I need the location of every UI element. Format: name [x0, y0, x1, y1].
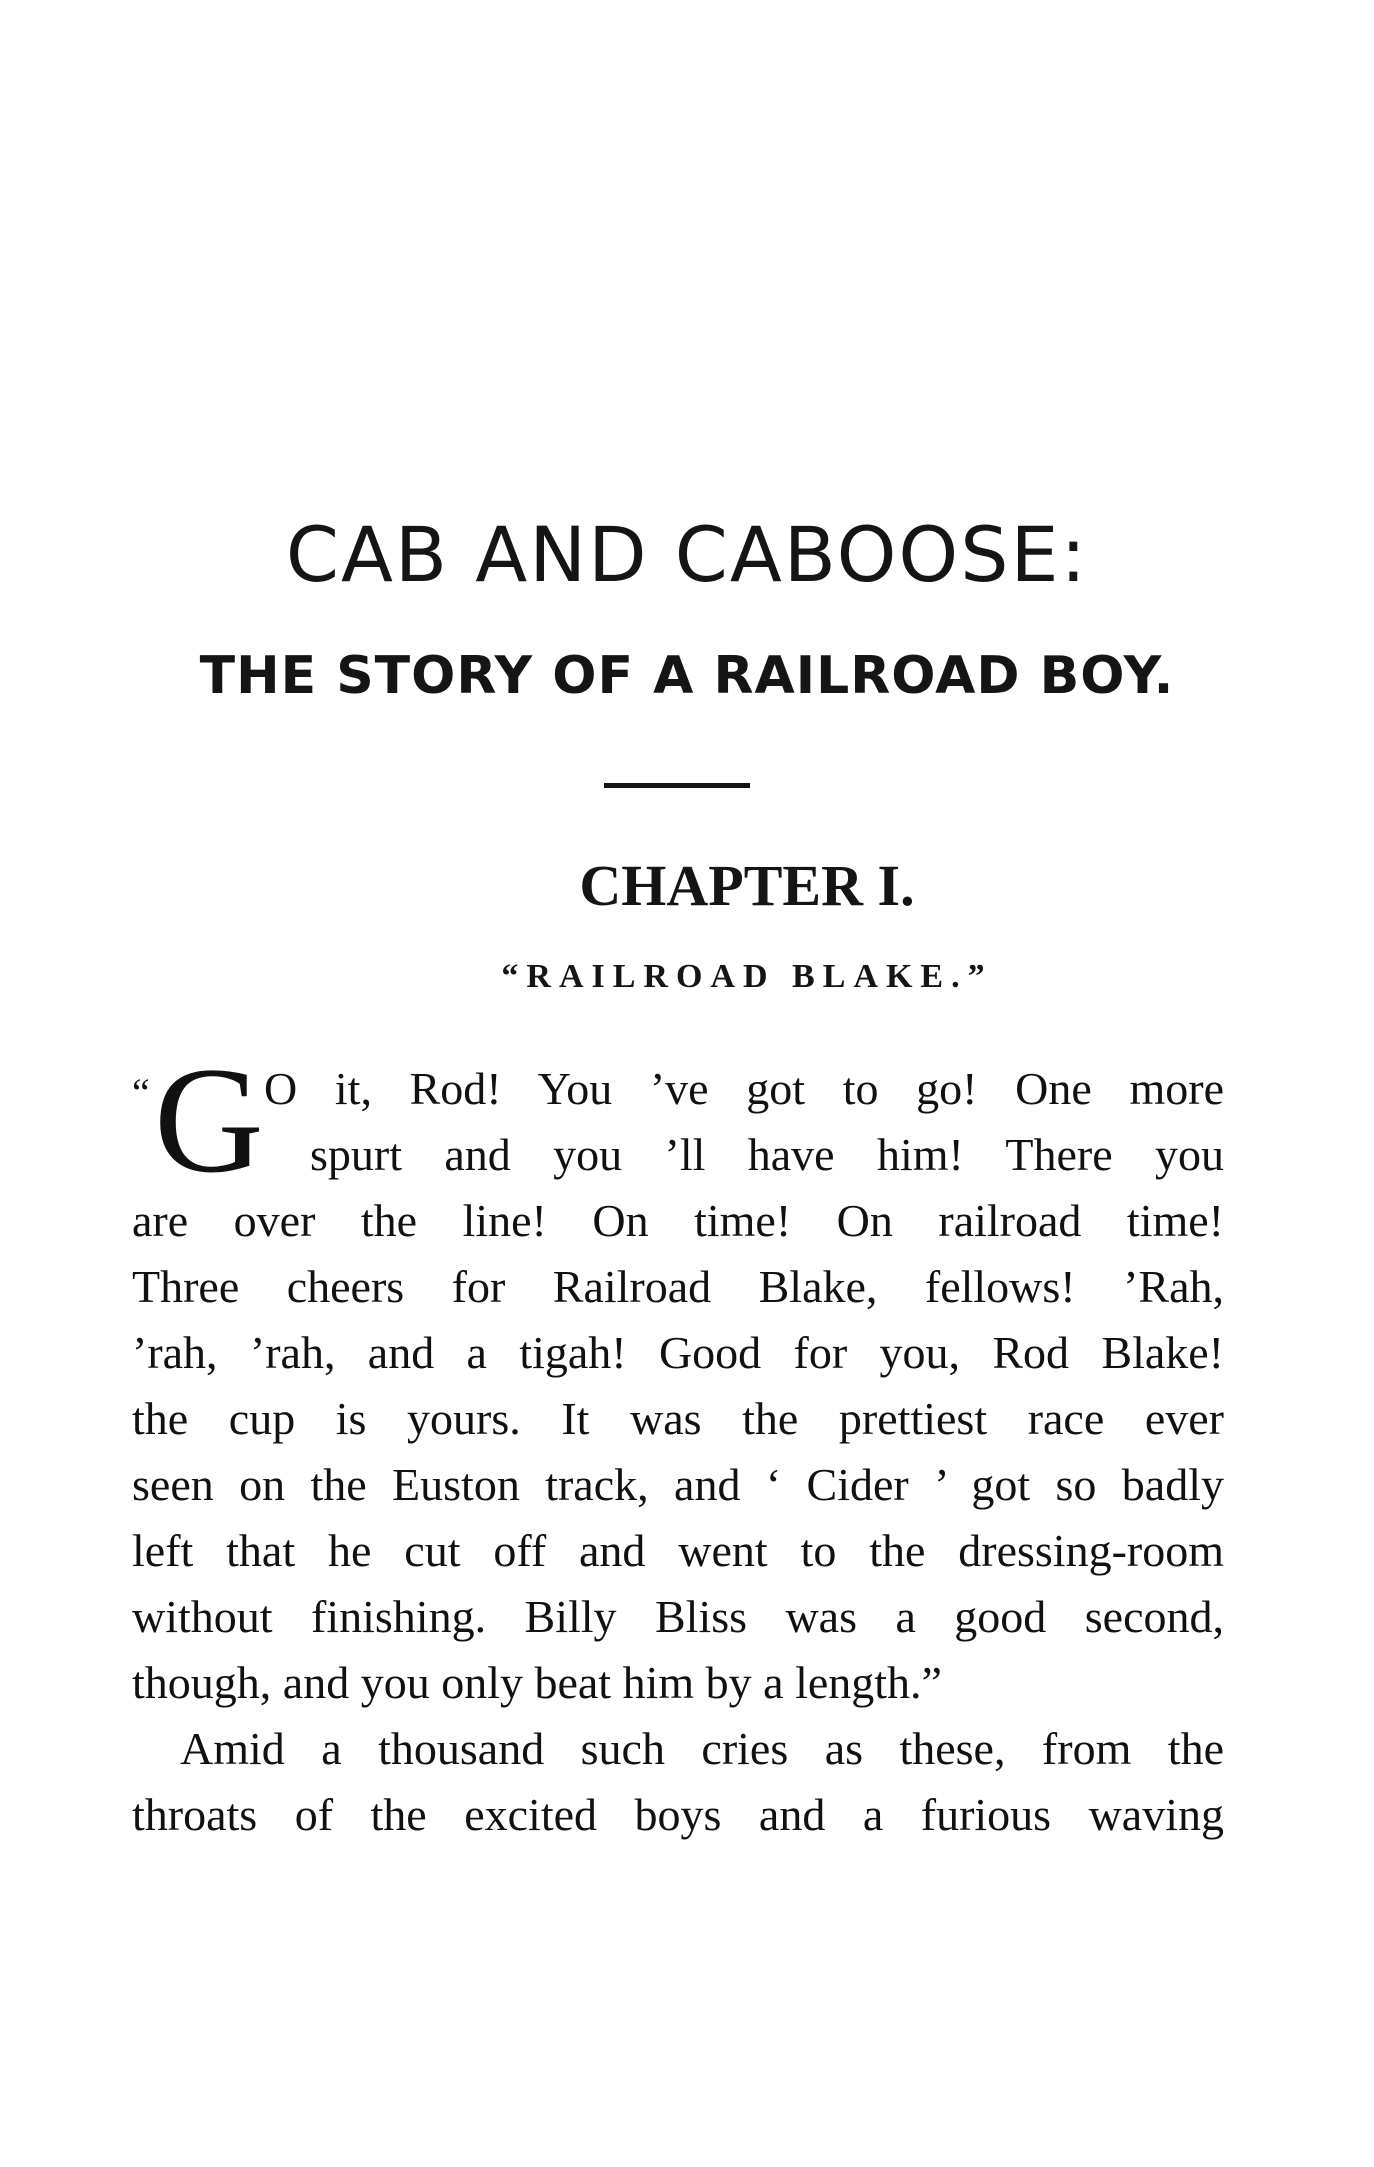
chapter-title: “RAILROAD BLAKE.” — [501, 958, 993, 995]
text-line: O it, Rod! You ’ve got to go! One more — [264, 1063, 1224, 1114]
text-line: Three cheers for Railroad Blake, fellows! ’Rah, — [132, 1261, 1224, 1312]
book-title: CAB AND CABOOSE: — [285, 510, 1089, 599]
chapter-body — [132, 1036, 1224, 1848]
title-divider — [604, 783, 750, 788]
text-line: seen on the Euston track, and ‘ Cider ’ got so badly — [132, 1459, 1224, 1510]
opening-quote: “ — [132, 1070, 150, 1115]
text-line: Amid a thousand such cries as these, from the — [180, 1723, 1224, 1774]
chapter-heading: CHAPTER I. — [579, 853, 915, 918]
text-line: spurt and you ’ll have him! There you — [310, 1129, 1224, 1180]
text-line: left that he cut off and went to the dressing-room — [132, 1525, 1224, 1576]
text-line: though, and you only beat him by a length.” — [132, 1657, 942, 1708]
text-line: without finishing. Billy Bliss was a good second, — [132, 1591, 1224, 1642]
book-subtitle: THE STORY OF A RAILROAD BOY. — [199, 646, 1175, 706]
text-line: throats of the excited boys and a furious waving — [132, 1789, 1224, 1840]
text-line: ’rah, ’rah, and a tigah! Good for you, Rod Blake! — [132, 1327, 1224, 1378]
text-line: are over the line! On time! On railroad time! — [132, 1195, 1224, 1246]
drop-cap-letter: G — [154, 1036, 264, 1204]
text-line: the cup is yours. It was the prettiest race ever — [132, 1393, 1224, 1444]
